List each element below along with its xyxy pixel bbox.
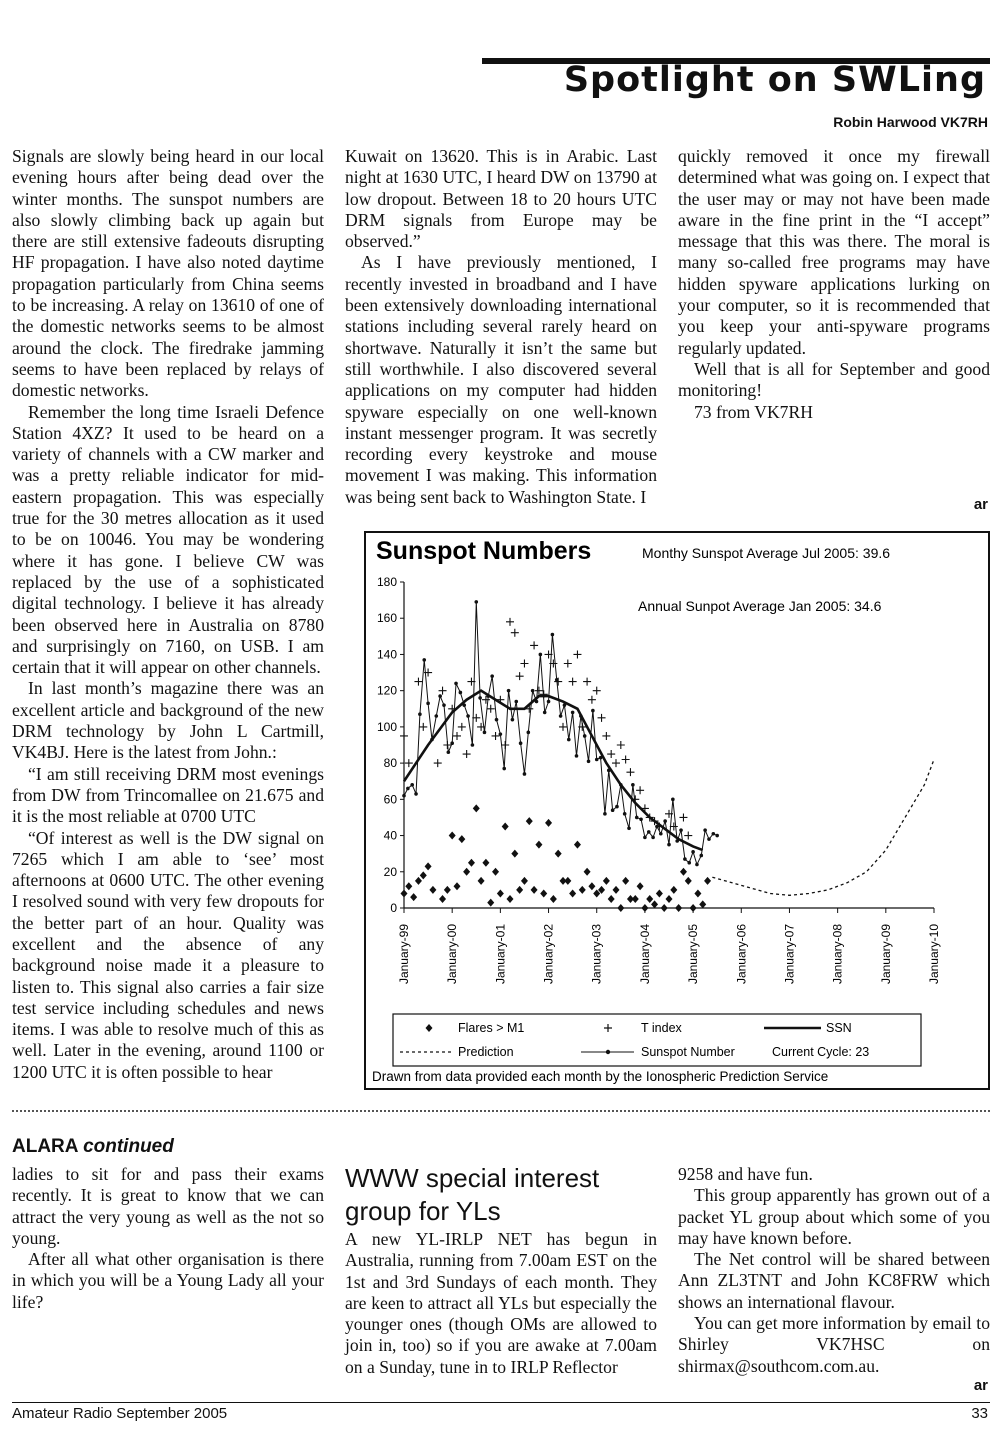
- flare-point: [449, 832, 456, 840]
- article-paragraph: 73 from VK7RH: [694, 401, 813, 422]
- sunspot-number-point: [543, 711, 547, 715]
- sunspot-number-point: [667, 843, 671, 847]
- t-index-point: [602, 732, 610, 740]
- article-paragraph: As I have previously mentioned, I recently invested in broadband and I have been extensively downloading international stations including several rarely heard on shortwave. Naturally it isn’t the same but still worthwhile. I also discovered several applications on my computer had hidden spyware especially on one well-known instant messenger program. It was secretly recording every keystroke and mouse movement I was making. This information was being sent back to Washington State. I: [345, 252, 657, 507]
- flare-point: [458, 835, 465, 843]
- sunspot-number-point: [406, 787, 410, 791]
- section-divider: [12, 1110, 990, 1112]
- sunspot-number-point: [490, 674, 494, 678]
- sunspot-number-point: [591, 709, 595, 713]
- article-paragraph: After all what other organisation is there in which you will be a Young Lady all your life?: [12, 1249, 324, 1312]
- legend-t-index-label: T index: [641, 1021, 682, 1035]
- chart-annotation: Monthy Sunspot Average Jul 2005: 39.6: [642, 545, 891, 561]
- alara-column: [12, 1164, 324, 1313]
- sunspot-number-point: [643, 836, 647, 840]
- flare-point: [535, 841, 542, 849]
- flare-point: [540, 890, 547, 898]
- sunspot-number-point: [611, 808, 615, 812]
- flare-point: [690, 904, 697, 912]
- sunspot-number-point: [531, 689, 535, 693]
- t-index-point: [535, 687, 543, 695]
- t-index-point: [607, 750, 615, 758]
- t-index-point: [463, 750, 471, 758]
- flare-point: [444, 886, 451, 894]
- author-byline: Robin Harwood VK7RH: [833, 114, 988, 130]
- sunspot-number-point: [430, 738, 434, 742]
- sunspot-number-point: [414, 792, 418, 796]
- article-paragraph: You can get more information by email to Shirley VK7HSC on shirmax@southcom.com.au.: [678, 1313, 990, 1376]
- x-tick-label: January-99: [397, 924, 411, 985]
- sunspot-number-point: [523, 772, 527, 776]
- sunspot-number-point: [635, 816, 639, 820]
- flare-point: [401, 890, 408, 898]
- t-index-point: [684, 832, 692, 840]
- article-column-3: [678, 146, 990, 423]
- legend-current-cycle: Current Cycle: 23: [772, 1045, 870, 1059]
- sunspot-number-point: [563, 703, 567, 707]
- legend-sunspot-dot: [606, 1050, 610, 1054]
- sunspot-number-point: [478, 696, 482, 700]
- chart-caption: Drawn from data provided each month by the Ionospheric Prediction Service: [372, 1069, 829, 1084]
- www-sign-off: ar: [973, 1377, 988, 1394]
- sunspot-number-point: [502, 767, 506, 771]
- t-index-point: [626, 768, 634, 776]
- y-tick-label: 60: [383, 792, 397, 807]
- article-paragraph: In last month’s magazine there was an excellent article and background of the new DRM technology by John L Cartmill, VK4BJ. Here is the latest from John.:: [12, 678, 324, 763]
- sunspot-number-point: [410, 783, 414, 787]
- legend-sunspot-label: Sunspot Number: [641, 1045, 735, 1059]
- sunspot-chart: [364, 531, 990, 1090]
- article-sign-off: ar: [973, 496, 988, 513]
- sunspot-number-point: [499, 732, 503, 736]
- article-paragraph: A new YL-IRLP NET has begun in Australia, running from 7.00am EST on the 1st and 3rd Sundays of each month. They are keen to attract all YLs but especially the younger ones (though OMs are allowed to join in, too) so if you are awake at 7.00am on a Sunday, tune in to IRLP Reflector: [345, 1229, 657, 1377]
- x-tick-label: January-07: [782, 924, 797, 985]
- www-heading: WWW special interest group for YLs: [345, 1163, 600, 1226]
- t-index-point: [511, 629, 519, 637]
- article-paragraph: “I am still receiving DRM most evenings from DW from Trincomallee on 21.675 and it is the most reliable at 0700 UTC: [12, 763, 324, 827]
- x-tick-label: January-05: [686, 924, 701, 985]
- sunspot-number-point: [575, 754, 579, 758]
- sunspot-number-point: [699, 854, 703, 858]
- sunspot-number-point: [615, 805, 619, 809]
- chart-title: Sunspot Numbers: [376, 537, 592, 565]
- flare-point: [699, 900, 706, 908]
- flare-point: [410, 893, 417, 901]
- sunspot-number-point: [438, 694, 442, 698]
- sunspot-number-point: [659, 832, 663, 836]
- sunspot-number-point: [483, 731, 487, 735]
- article-paragraph: Well that is all for September and good monitoring!: [678, 358, 990, 401]
- sunspot-number-line: [404, 602, 717, 865]
- y-tick-label: 40: [383, 828, 397, 843]
- sunspot-chart-svg: [366, 533, 988, 1088]
- flare-point: [420, 871, 427, 879]
- t-index-point: [453, 732, 461, 740]
- flare-point: [637, 882, 644, 890]
- article-paragraph: Kuwait on 13620. This is in Arabic. Last night at 1630 UTC, I heard DW on 13790 at low dropout. Between 18 to 20 hours UTC DRM signals from Europe may be observed.”: [345, 146, 657, 252]
- t-index-point: [617, 741, 625, 749]
- alara-heading-suffix: continued: [83, 1136, 174, 1157]
- x-tick-label: January-00: [445, 924, 460, 985]
- flare-point: [651, 900, 658, 908]
- sunspot-number-point: [462, 703, 466, 707]
- x-tick-label: January-02: [541, 924, 556, 985]
- sunspot-number-point: [683, 857, 687, 861]
- legend-t-index-marker: [604, 1024, 612, 1032]
- y-tick-label: 120: [376, 683, 397, 698]
- t-index-point: [598, 714, 606, 722]
- flare-point: [482, 859, 489, 867]
- flare-point: [492, 868, 499, 876]
- t-index-point: [593, 687, 601, 695]
- sunspot-number-point: [434, 714, 438, 718]
- sunspot-number-point: [639, 817, 643, 821]
- t-index-point: [631, 795, 639, 803]
- sunspot-number-point: [519, 741, 523, 745]
- flare-point: [521, 877, 528, 885]
- flare-point: [526, 817, 533, 825]
- sunspot-number-point: [587, 760, 591, 764]
- y-tick-label: 160: [376, 611, 397, 626]
- flare-point: [531, 886, 538, 894]
- section-header: [482, 58, 990, 104]
- t-index-point: [583, 678, 591, 686]
- sunspot-number-point: [559, 714, 563, 718]
- sunspot-number-point: [675, 839, 679, 843]
- sunspot-number-point: [402, 794, 406, 798]
- sunspot-number-point: [495, 718, 499, 722]
- sunspot-number-point: [547, 700, 551, 704]
- flare-point: [670, 886, 677, 894]
- t-index-point: [679, 813, 687, 821]
- t-index-point: [434, 759, 442, 767]
- x-tick-label: January-08: [830, 924, 845, 985]
- t-index-point: [530, 641, 538, 649]
- flare-point: [555, 850, 562, 858]
- article-column-1: [12, 146, 324, 1083]
- sunspot-number-point: [567, 738, 571, 742]
- sunspot-number-point: [571, 711, 575, 715]
- sunspot-number-point: [442, 703, 446, 707]
- t-index-point: [569, 678, 577, 686]
- flare-point: [478, 877, 485, 885]
- t-index-point: [492, 732, 500, 740]
- flare-point: [646, 895, 653, 903]
- legend-flares-label: Flares > M1: [458, 1021, 525, 1035]
- sunspot-number-point: [619, 783, 623, 787]
- flare-point: [622, 877, 629, 885]
- article-paragraph: The Net control will be shared between Ann ZL3TNT and John KC8FRW which shows an international flavour.: [678, 1249, 990, 1312]
- flare-point: [569, 890, 576, 898]
- sunspot-number-point: [535, 700, 539, 704]
- article-paragraph: ladies to sit for and pass their exams recently. It is great to know that we can attract the very young as well as the not so young.: [12, 1164, 324, 1248]
- sunspot-number-point: [663, 819, 667, 823]
- sunspot-number-point: [651, 836, 655, 840]
- sunspot-number-point: [514, 700, 518, 704]
- t-index-point: [439, 687, 447, 695]
- sunspot-number-point: [691, 850, 695, 854]
- sunspot-number-point: [647, 830, 651, 834]
- y-tick-label: 100: [376, 719, 397, 734]
- alara-heading: [12, 1136, 174, 1158]
- x-tick-label: January-06: [734, 924, 749, 985]
- x-tick-label: January-09: [878, 924, 893, 985]
- flare-point: [680, 868, 687, 876]
- article-paragraph: Remember the long time Israeli Defence Station 4XZ? It used to be heard on a variety of channels with a CW marker and was a pretty reliable indicator for mid-eastern propagation. This was especially true for the 30 metres allocation as it used to be on 10046. You may be wondering where it has gone. I believe CW was replaced by the use of a sophisticated digital technology. I believe it has already been observed here in Australia on 8780 and surprisingly on 7160, on USB. I am certain that it will appear on other channels.: [12, 401, 324, 678]
- article-column-2: [345, 146, 657, 508]
- t-index-point: [612, 759, 620, 767]
- sunspot-number-point: [695, 863, 699, 867]
- y-tick-label: 180: [376, 575, 397, 589]
- flare-point: [425, 862, 432, 870]
- sunspot-number-point: [599, 756, 603, 760]
- x-tick-label: January-01: [493, 924, 508, 985]
- t-index-point: [520, 660, 528, 668]
- t-index-point: [496, 696, 504, 704]
- sunspot-number-point: [551, 633, 555, 637]
- sunspot-number-point: [450, 741, 454, 745]
- flare-point: [661, 904, 668, 912]
- flare-point: [617, 904, 624, 912]
- sunspot-number-point: [679, 828, 683, 832]
- flare-point: [511, 850, 518, 858]
- flare-point: [656, 890, 663, 898]
- flare-point: [468, 859, 475, 867]
- t-index-point: [573, 650, 581, 658]
- article-paragraph: Signals are slowly being heard in our local evening hours after being dead over the winter months. The sunspot numbers are also slowly climbing back up again but there are still extensive fadeouts disrupting HF propagation. I have also noted daytime propagation particularly from China seems to be increasing. A relay on 13610 of one of the domestic networks seems to be almost around the clock. The firedrake jamming seems to have been replaced by relays of domestic networks.: [12, 146, 324, 401]
- sunspot-number-point: [603, 812, 607, 816]
- alara-heading-main: ALARA: [12, 1136, 78, 1157]
- y-tick-label: 20: [383, 864, 397, 879]
- sunspot-number-point: [507, 689, 511, 693]
- x-tick-label: January-10: [927, 924, 941, 985]
- flare-point: [641, 904, 648, 912]
- t-index-point: [458, 723, 466, 731]
- sunspot-number-point: [466, 714, 470, 718]
- flare-point: [439, 895, 446, 903]
- flare-point: [632, 895, 639, 903]
- sunspot-number-point: [583, 734, 587, 738]
- flare-point: [429, 886, 436, 894]
- sunspot-number-point: [595, 758, 599, 762]
- sunspot-number-point: [671, 798, 675, 802]
- sunspot-number-point: [471, 743, 475, 747]
- article-paragraph: “Of interest as well is the DW signal on 7265 which I am able to ‘see’ most afternoons at 0600 UTC. The other evening I resolved sound with very few dropouts for the better part of an hour. Quality was excellent and the absence of any background noise made it a pleasure to listen to. This signal also carries a fair size test service including schedules and news items. I was able to resolve much of this as well. Later in the evening, around 1100 or 1200 UTC it is often possible to hear: [12, 827, 324, 1082]
- flare-point: [666, 895, 673, 903]
- flare-point: [516, 886, 523, 894]
- sunspot-number-point: [422, 658, 426, 662]
- article-paragraph: quickly removed it once my firewall determined what was going on. I expect that the user may or may not have been made aware in the fine print in the “I accept” message that this was there. The moral is many so-called free programs may have hidden spyware applications lurking on your computer, so it is recommended that you keep your anti-spyware programs regularly updated.: [678, 146, 990, 358]
- flare-point: [497, 890, 504, 898]
- flare-point: [574, 841, 581, 849]
- sunspot-number-point: [539, 653, 543, 657]
- y-tick-label: 80: [383, 756, 397, 771]
- t-index-point: [414, 678, 422, 686]
- flare-point: [415, 877, 422, 885]
- flare-point: [507, 895, 514, 903]
- sunspot-number-point: [607, 769, 611, 773]
- sunspot-number-point: [474, 600, 478, 604]
- sunspot-number-point: [627, 827, 631, 831]
- chart-annotation: Annual Sunpot Average Jan 2005: 34.6: [638, 598, 882, 614]
- www-column-1: [345, 1229, 657, 1378]
- t-index-point: [516, 672, 524, 680]
- sunspot-number-point: [447, 750, 451, 754]
- t-index-point: [588, 696, 596, 704]
- x-tick-label: January-03: [589, 924, 604, 985]
- y-tick-label: 140: [376, 647, 397, 662]
- sunspot-number-point: [487, 694, 491, 698]
- flare-point: [463, 868, 470, 876]
- t-index-point: [559, 723, 567, 731]
- flare-point: [685, 877, 692, 885]
- flare-point: [550, 895, 557, 903]
- www-column-2: [678, 1164, 990, 1377]
- t-index-point: [622, 755, 630, 763]
- flare-point: [502, 823, 509, 831]
- flare-point: [487, 899, 494, 907]
- footer-rule: [12, 1402, 990, 1403]
- footer-page-number: 33: [971, 1405, 988, 1422]
- flare-point: [603, 877, 610, 885]
- legend-prediction-label: Prediction: [458, 1045, 514, 1059]
- flare-point: [613, 886, 620, 894]
- legend-ssn-label: SSN: [826, 1021, 852, 1035]
- sunspot-number-point: [631, 783, 635, 787]
- flare-point: [564, 877, 571, 885]
- sunspot-number-point: [579, 714, 583, 718]
- prediction-line: [712, 759, 934, 895]
- t-index-point: [405, 759, 413, 767]
- sunspot-number-point: [454, 682, 458, 686]
- t-index-point: [400, 732, 408, 740]
- flare-point: [473, 804, 480, 812]
- flare-point: [588, 882, 595, 890]
- flare-point: [584, 868, 591, 876]
- footer-publication: Amateur Radio September 2005: [12, 1405, 228, 1422]
- sunspot-number-point: [623, 812, 627, 816]
- sunspot-number-point: [687, 861, 691, 865]
- article-paragraph: 9258 and have fun.: [678, 1164, 813, 1184]
- sunspot-number-point: [418, 712, 422, 716]
- x-tick-label: January-04: [637, 924, 652, 985]
- t-index-point: [564, 660, 572, 668]
- flare-point: [454, 882, 461, 890]
- flare-point: [545, 819, 552, 827]
- y-tick-label: 0: [390, 901, 397, 915]
- flare-point: [694, 890, 701, 898]
- sunspot-number-point: [715, 834, 719, 838]
- t-index-point: [487, 705, 495, 713]
- flare-point: [579, 886, 586, 894]
- t-index-point: [419, 723, 427, 731]
- sunspot-number-point: [527, 731, 531, 735]
- article-paragraph: This group apparently has grown out of a packet YL group about which some of you may have known before.: [678, 1185, 990, 1248]
- flare-point: [704, 877, 711, 885]
- legend-flare-marker: [426, 1024, 433, 1032]
- flare-point: [675, 904, 682, 912]
- sunspot-number-point: [459, 691, 463, 695]
- flare-point: [405, 882, 412, 890]
- t-index-point: [636, 786, 644, 794]
- t-index-point: [506, 618, 514, 626]
- sunspot-number-point: [426, 702, 430, 706]
- sunspot-number-point: [712, 832, 716, 836]
- sunspot-number-point: [511, 718, 515, 722]
- flare-point: [608, 895, 615, 903]
- sunspot-number-point: [707, 837, 711, 841]
- section-title: Spotlight on SWLing: [563, 60, 986, 100]
- sunspot-number-point: [703, 828, 707, 832]
